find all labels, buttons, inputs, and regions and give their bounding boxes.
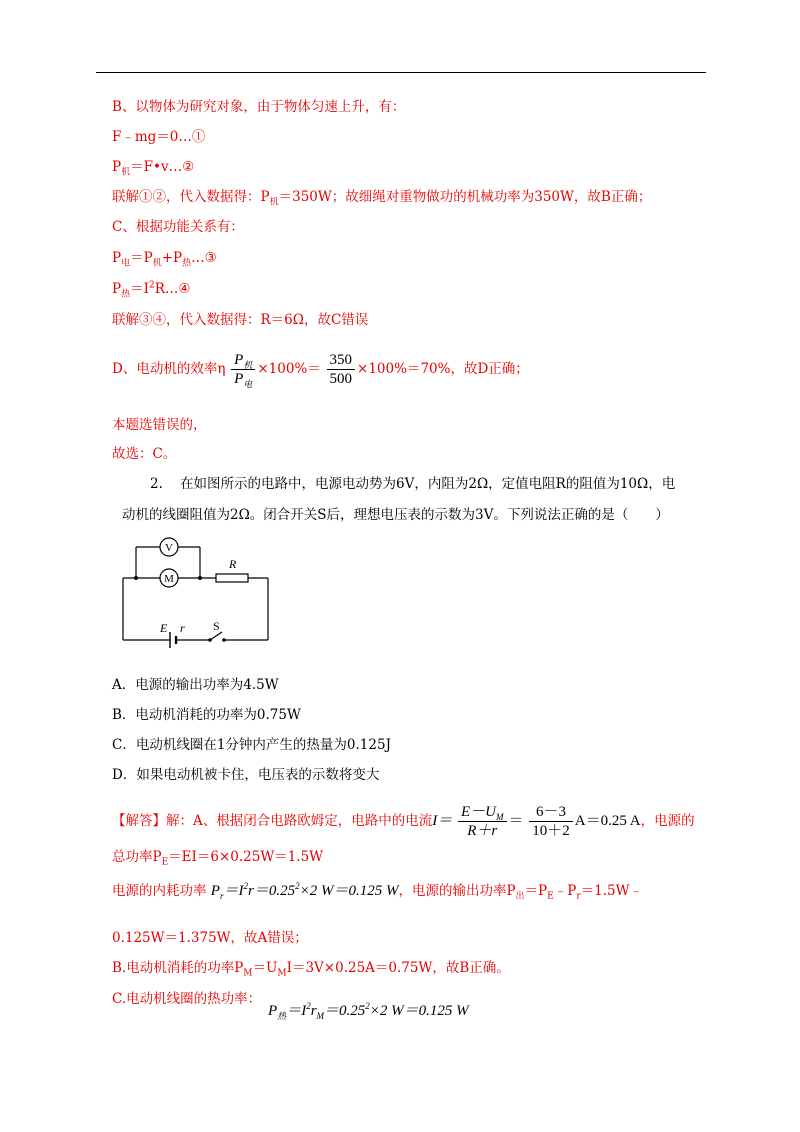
- circuit-diagram: [118, 532, 278, 650]
- answer: 故选：C。: [112, 446, 177, 462]
- motor-label: M: [164, 573, 174, 585]
- voltmeter-label: V: [165, 542, 173, 554]
- internal-power-line: 电源的内耗功率 $P_r=I^2r=0.25^2\times 2$ W＝0.125 W，电源的输出功率$P_出=P_E﹣P_r=1.5W﹣$: [112, 881, 643, 902]
- b-intro: B、以物体为研究对象，由于物体匀速上升，有：: [112, 99, 406, 115]
- option-a: A．电源的输出功率为4.5W: [112, 677, 279, 693]
- heat-power-line: C.电动机线圈的热功率：: [112, 991, 262, 1007]
- resistor-label: R: [229, 557, 237, 571]
- option-d: D．如果电动机被卡住，电压表的示数将变大: [112, 767, 380, 783]
- equation-2: $P_机=F•v\dots ②$: [112, 159, 195, 178]
- option-c: C．电动机线圈在1分钟内产生的热量为0.125J: [112, 737, 391, 753]
- answer-tag: 【解答】: [112, 812, 166, 829]
- switch-label: S: [213, 619, 220, 633]
- output-power-line: 0.125W＝1.375W，故A错误；: [112, 930, 308, 946]
- resistor-symbol: [216, 574, 248, 582]
- header-rule: [96, 72, 706, 73]
- combine-b: 联解①②，代入数据得：$P_机=350W$；故细绳对重物做功的机械功率为350W，故B正确；: [112, 189, 652, 208]
- efficiency-line: D、电动机的效率η $\frac{P_机}{P_电}$ ×100%＝ $\frac{350}{500}$ ×100%＝70%，故D正确；: [112, 352, 529, 389]
- emf-label: E: [160, 621, 168, 635]
- equation-4: $P_热=I^2R\dots ④$: [112, 280, 191, 300]
- heat-power-equation: $P_热=I^2r_M=0.25^2\times 2$ W＝0.125 W: [268, 1001, 469, 1021]
- combine-c: 联解③④，代入数据得：R＝6Ω，故C错误: [112, 312, 369, 328]
- internal-resistance-label: r: [180, 621, 185, 635]
- c-intro: C、根据功能关系有：: [112, 219, 244, 235]
- efficiency-fraction-2: $\frac{350}{500}$: [327, 352, 356, 387]
- question-number: 2.: [150, 476, 163, 492]
- question-2-line2: 动机的线圈阻值为2Ω。闭合开关S后，理想电压表的示数为3V。下列说法正确的是（ ）: [122, 507, 669, 523]
- efficiency-fraction-1: $\frac{P_机}{P_电}$: [231, 352, 255, 387]
- solution-current-line: 【解答】解：A、根据闭合电路欧姆定，电路中的电流I＝ $\frac{E-U_M}{R+r}$ ＝ $\frac{6-3}{10+2}$ A＝0.25 A，电源的: [112, 804, 695, 839]
- current-fraction-2: $\frac{6-3}{10+2}$: [529, 804, 573, 839]
- motor-power-line: B.电动机消耗的功率$P_M=U_MI=3V\times 0.25A=0.75W$，故B正确。: [112, 960, 510, 979]
- conclusion: 本题选错误的，: [112, 417, 207, 433]
- equation-3: $P_电=P_机+P_热\dots ③$: [112, 250, 217, 269]
- current-fraction-1: $\frac{E-U_M}{R+r}$: [458, 804, 507, 839]
- equation-1: F﹣mg＝0…①: [112, 129, 206, 145]
- question-2-line1: 2. 在如图所示的电路中，电源电动势为6V，内阻为2Ω，定值电阻R的阻值为10Ω，电: [150, 476, 676, 492]
- option-b: B．电动机消耗的功率为0.75W: [112, 707, 301, 723]
- total-power-line: 总功率$P_E=EI=6\times 0.25W=1.5W$: [112, 849, 324, 868]
